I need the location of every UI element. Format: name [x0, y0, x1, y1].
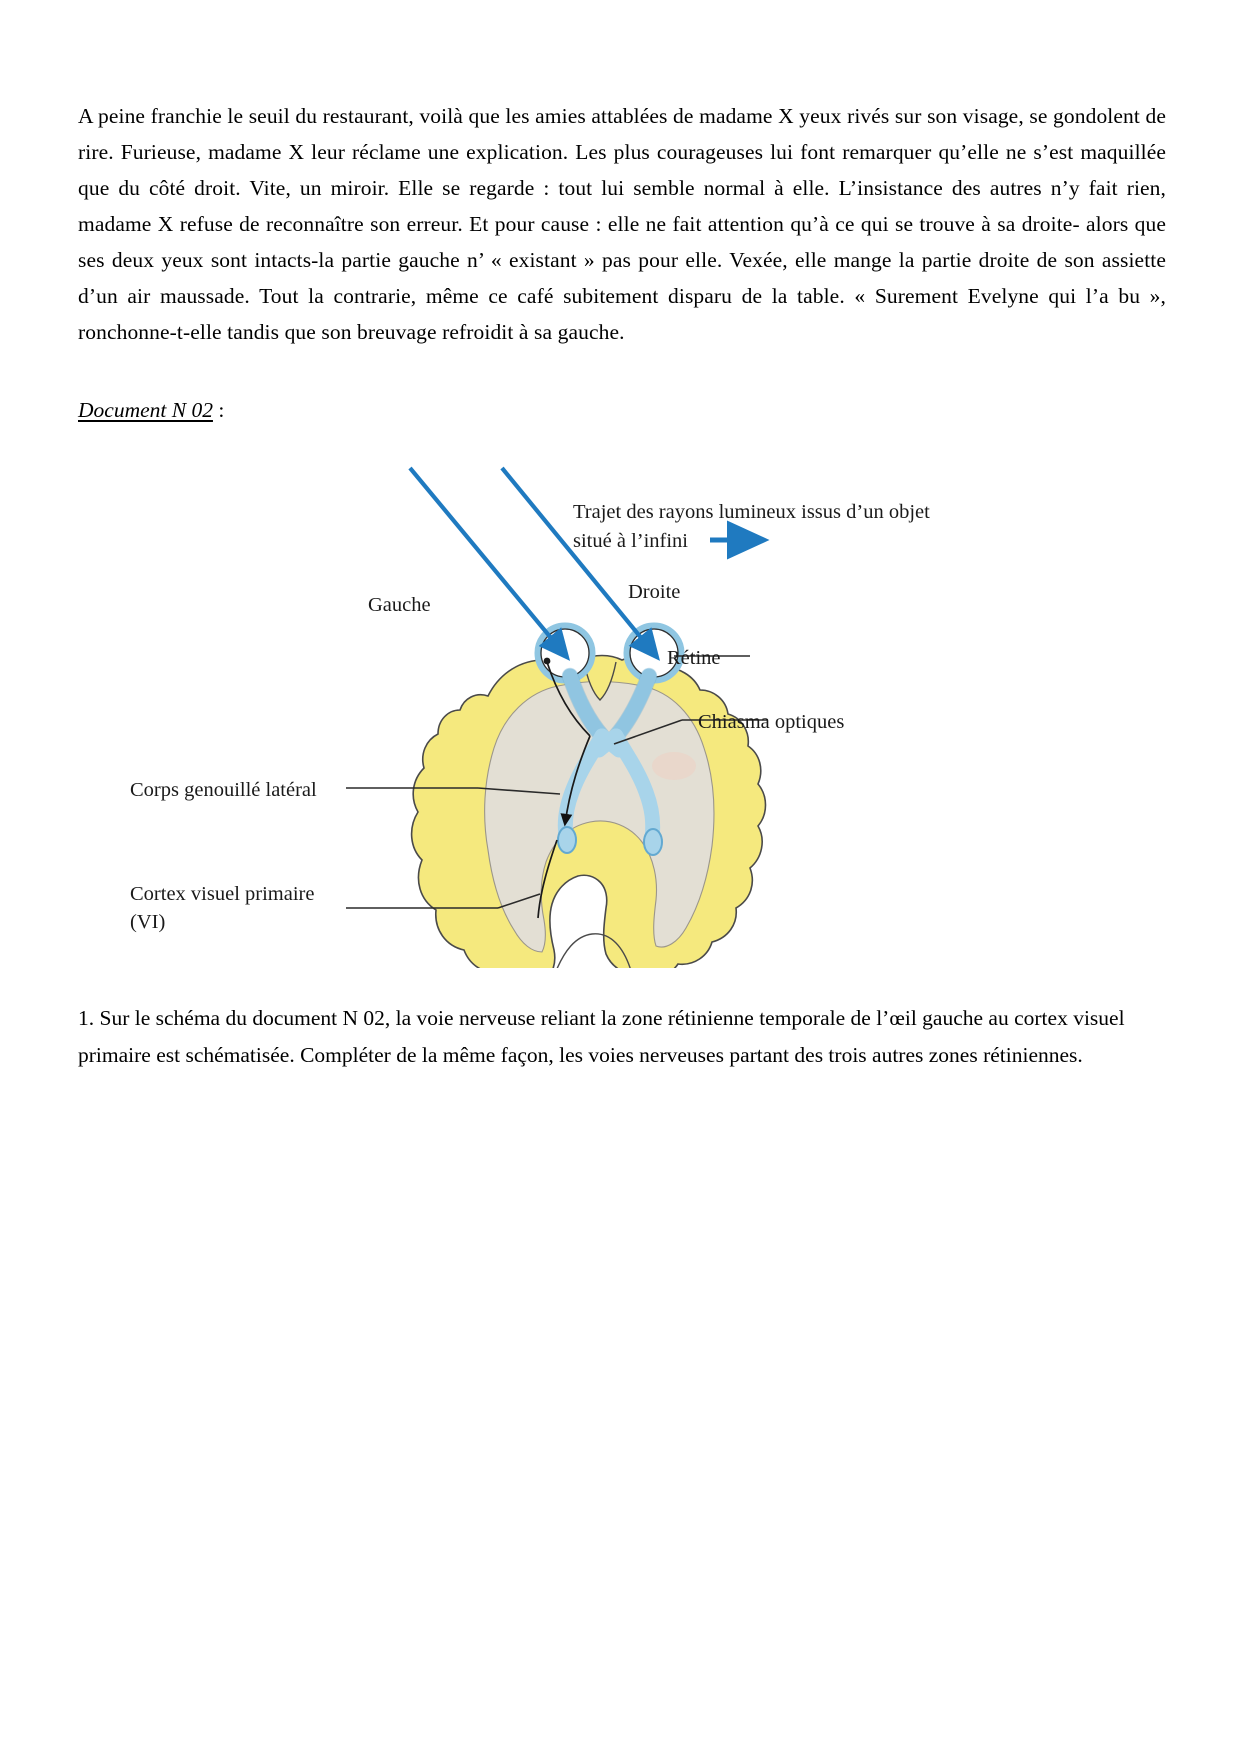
light-rays-group	[410, 468, 656, 656]
light-ray-left	[410, 468, 566, 656]
label-chiasma-optiques: Chiasma optiques	[698, 711, 845, 733]
visual-pathway-figure	[78, 448, 1166, 968]
left-lateral-geniculate-body	[558, 827, 576, 853]
document-reference-label: Document N 02	[78, 398, 213, 422]
figure-legend	[573, 501, 930, 552]
label-retine: Rétine	[667, 647, 721, 669]
label-gauche: Gauche	[368, 594, 431, 616]
label-droite: Droite	[628, 581, 681, 603]
brain-tint-blush	[652, 752, 696, 780]
intro-paragraph: A peine franchie le seuil du restaurant, voilà que les amies attablées de madame X yeux rivés sur son visage, se gondolent de rire. Furieuse, madame X leur réclame une explication. Les plus courageuses lui font remarquer qu’elle ne s’est maquillée que du côté droit. Vite, un miroir. Elle se regarde : tout lui semble normal à elle. L’insistance des autres n’y fait rien, madame X refuse de reconnaître son erreur. Et pour cause : elle ne fait attention qu’à ce qui se trouve à sa droite- alors que ses deux yeux sont intacts-la partie gauche n’ « existant » pas pour elle. Vexée, elle mange la partie droite de son assiette d’un air maussade. Tout la contrarie, même ce café subitement disparu de la table. « Surement Evelyne qui l’a bu », ronchonne-t-elle tandis que son breuvage refroidit à sa gauche.	[78, 104, 1166, 344]
document-body	[78, 98, 1166, 426]
question-block	[78, 1000, 1168, 1074]
label-corps-genouille-lateral: Corps genouillé latéral	[130, 779, 317, 801]
document-reference-heading	[78, 350, 1166, 426]
label-cortex-visuel-primaire: Cortex visuel primaire	[130, 883, 315, 905]
legend-line-1: Trajet des rayons lumineux issus d’un objet	[573, 501, 930, 523]
label-cortex-visuel-primaire-vi: (VI)	[130, 911, 166, 933]
document-reference-colon: :	[212, 398, 225, 422]
pathway-origin-dot	[544, 658, 551, 665]
right-lateral-geniculate-body	[644, 829, 662, 855]
question-1-text: 1. Sur le schéma du document N 02, la voie nerveuse reliant la zone rétinienne temporale de l’œil gauche au cortex visuel primaire est schématisée. Compléter de la même façon, les voies nerveuses partant des trois autres zones rétiniennes.	[78, 1006, 1125, 1067]
legend-line-2: situé à l’infini	[573, 530, 689, 552]
